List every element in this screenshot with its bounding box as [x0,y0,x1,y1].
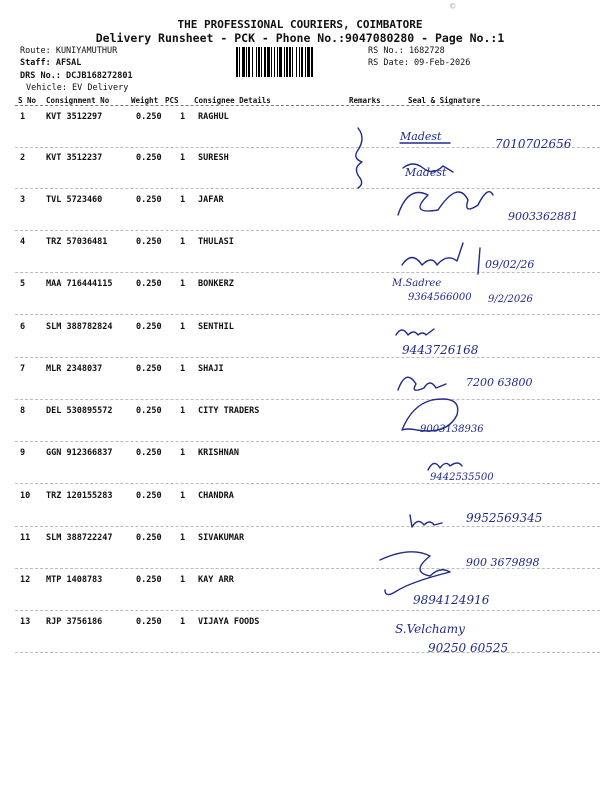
row-consignee: KRISHNAN [198,448,239,458]
row-weight: 0.250 [136,575,162,585]
row-sno: 6 [20,322,26,332]
barcode-bar [279,47,282,77]
barcode-bar [242,47,245,77]
sig-4-date: 09/02/26 [485,258,535,271]
barcode-bar [286,47,288,77]
barcode-bar [264,47,266,77]
sig-5-date: 9/2/2026 [488,294,533,305]
row-consignment: MAA 716444115 [46,279,113,289]
sig-7-phone: 7200 63800 [466,376,533,389]
row-consignment: KVT 3512297 [46,112,103,122]
row-pcs: 1 [180,195,186,205]
barcode [236,47,364,77]
row-divider [15,357,600,358]
row-weight: 0.250 [136,322,162,332]
barcode-bar [248,47,250,77]
row-consignment: KVT 3512237 [46,153,103,163]
row-weight: 0.250 [136,448,162,458]
col-weight: Weight [131,96,159,105]
row-consignment: SLM 388782824 [46,322,113,332]
row-weight: 0.250 [136,617,162,627]
row-consignment: TRZ 57036481 [46,237,108,247]
row-consignment: MTP 1408783 [46,575,103,585]
row-divider [15,610,600,611]
row-pcs: 1 [180,617,186,627]
vehicle-label: Vehicle: EV Delivery [26,83,129,93]
row-sno: 7 [20,364,26,374]
row-divider [15,272,600,273]
sig-11-phone: 900 3679898 [466,556,540,569]
sig-3-scribble [398,192,493,215]
barcode-bar [236,47,238,77]
row-consignee: BONKERZ [198,279,234,289]
col-remarks: Remarks [349,96,381,105]
sig-7-scribble [398,377,446,390]
col-pcs: PCS [165,96,179,105]
row-pcs: 1 [180,448,186,458]
row-consignment: GGN 912366837 [46,448,113,458]
col-sno: S No [18,96,37,105]
runsheet-subtitle: Delivery Runsheet - PCK - Phone No.:9047080280 - Page No.:1 [95,31,505,45]
row-pcs: 1 [180,364,186,374]
sig-8-scribble [402,399,458,431]
row-divider [15,230,600,231]
sig-11-scribble [380,552,450,595]
row-consignment: TRZ 120155283 [46,491,113,501]
row-divider [15,314,600,315]
row-sno: 2 [20,153,26,163]
barcode-bar [292,47,293,77]
row-pcs: 1 [180,533,186,543]
row-divider [15,399,600,400]
barcode-bar [267,47,270,77]
row-sno: 10 [20,491,31,501]
row-pcs: 1 [180,575,186,585]
row-consignment: TVL 5723460 [46,195,103,205]
barcode-bar [239,47,240,77]
scan-mark: © [450,2,456,12]
row-divider [15,147,600,148]
row-sno: 13 [20,617,31,627]
sig-6-scribble [396,329,434,335]
row-pcs: 1 [180,322,186,332]
row-consignment: MLR 2348037 [46,364,103,374]
row-weight: 0.250 [136,406,162,416]
row-consignment: DEL 530895572 [46,406,113,416]
barcode-bar [299,47,300,77]
row-pcs: 1 [180,237,186,247]
drs-number: DRS No.: DCJB168272801 [20,71,133,81]
sig-10-phone: 9952569345 [466,511,543,525]
route-label: Route: KUNIYAMUTHUR [20,46,118,56]
sig-9-phone: 9442535500 [430,472,494,483]
row-consignee: CHANDRA [198,491,234,501]
row-sno: 4 [20,237,26,247]
sig-3-phone: 9003362881 [508,210,578,223]
row-sno: 9 [20,448,26,458]
row-consignee: SENTHIL [198,322,234,332]
row-weight: 0.250 [136,533,162,543]
barcode-bar [296,47,297,77]
row-consignee: SHAJI [198,364,224,374]
barcode-bar [277,47,278,77]
row-consignee: SURESH [198,153,229,163]
row-divider [15,568,600,569]
row-consignee: CITY TRADERS [198,406,260,416]
sig-13-name: S.Velchamy [395,622,465,636]
barcode-bar [258,47,260,77]
row-sno: 5 [20,279,26,289]
barcode-bar [311,47,313,77]
row-divider [15,526,600,527]
barcode-bar [274,47,275,77]
barcode-bar [246,47,247,77]
row-pcs: 1 [180,153,186,163]
staff-label: Staff: AFSAL [20,58,82,68]
row-consignee: SIVAKUMAR [198,533,245,543]
rs-date: RS Date: 09-Feb-2026 [368,58,471,68]
row-consignment: SLM 388722247 [46,533,113,543]
row-weight: 0.250 [136,491,162,501]
barcode-bar [256,47,257,77]
row-pcs: 1 [180,112,186,122]
sig-1-name: Madest [400,130,442,143]
row-consignee: VIJAYA FOODS [198,617,260,627]
row-divider [15,188,600,189]
row-weight: 0.250 [136,237,162,247]
row-weight: 0.250 [136,195,162,205]
barcode-bar [307,47,310,77]
row-weight: 0.250 [136,112,162,122]
barcode-bar [261,47,262,77]
row-sno: 11 [20,533,31,543]
row-sno: 3 [20,195,26,205]
sig-4-scribble [402,243,463,265]
sig-4-divider [478,248,480,274]
company-title: THE PROFESSIONAL COURIERS, COIMBATORE [177,18,423,31]
sig-9-scribble [428,463,462,470]
sig-5-name: M.Sadree [392,278,442,289]
row-weight: 0.250 [136,279,162,289]
row-consignee: RAGHUL [198,112,229,122]
row-divider [15,652,600,653]
barcode-bar [305,47,306,77]
header-divider [15,105,600,106]
col-consignment: Consignment No [46,96,110,105]
row-consignment: RJP 3756186 [46,617,103,627]
row-consignee: KAY ARR [198,575,234,585]
col-consignee: Consignee Details [194,96,271,105]
sig-6-phone: 9443726168 [402,343,479,357]
sig-5-phone: 9364566000 [408,292,472,303]
row-pcs: 1 [180,406,186,416]
remarks-brace [356,128,362,188]
sig-1-phone: 7010702656 [495,137,572,151]
row-pcs: 1 [180,279,186,289]
row-sno: 12 [20,575,31,585]
col-seal: Seal & Signature [408,96,481,105]
sig-2-scribble [403,164,453,172]
barcode-bar [289,47,291,77]
barcode-bar [271,47,272,77]
row-weight: 0.250 [136,153,162,163]
row-divider [15,441,600,442]
sig-13-phone: 90250 60525 [428,641,509,655]
row-consignee: JAFAR [198,195,224,205]
sig-12-phone: 9894124916 [413,593,490,607]
barcode-bar [301,47,303,77]
barcode-bar [252,47,253,77]
row-sno: 1 [20,112,26,122]
row-consignee: THULASI [198,237,234,247]
barcode-bar [284,47,285,77]
sig-8-phone: 9003138936 [420,424,484,435]
row-divider [15,483,600,484]
row-weight: 0.250 [136,364,162,374]
row-pcs: 1 [180,491,186,501]
rs-number: RS No.: 1682728 [368,46,445,56]
row-sno: 8 [20,406,26,416]
sig-2-name: Madest [405,166,447,179]
